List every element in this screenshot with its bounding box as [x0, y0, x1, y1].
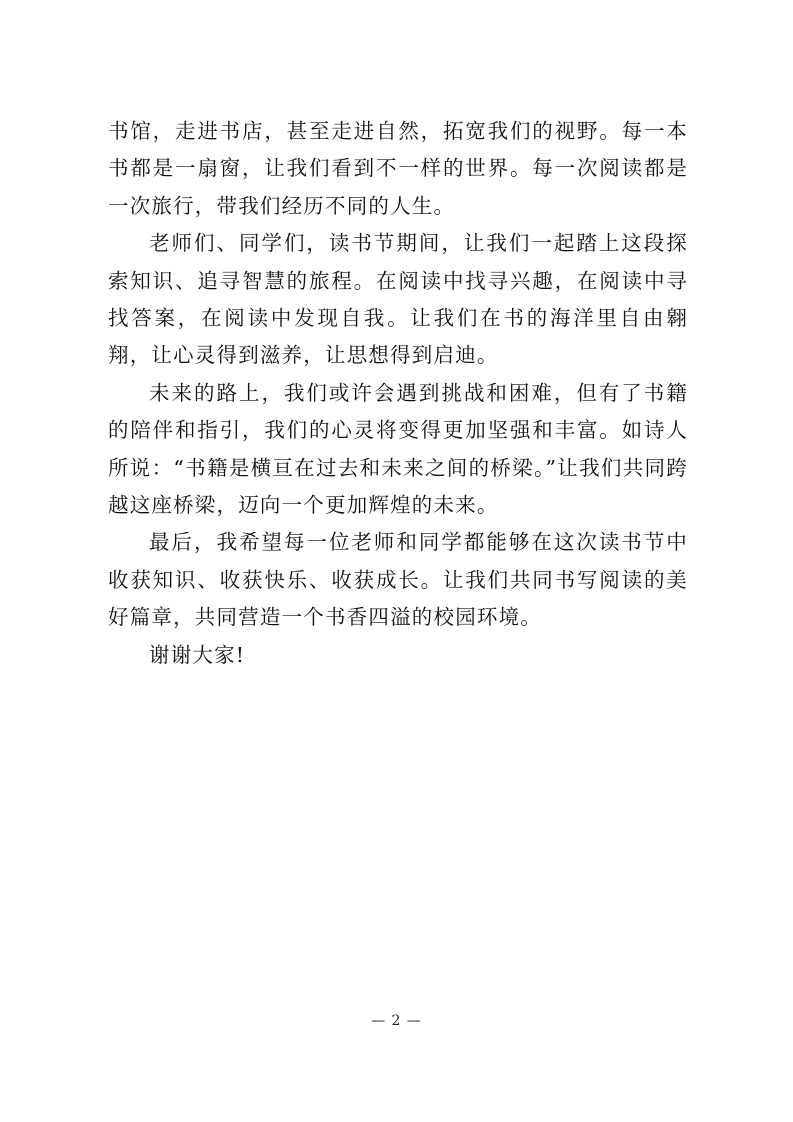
paragraph-closing-wish: 最后，我希望每一位老师和同学都能够在这次读书节中收获知识、收获快乐、收获成长。让我们共同书写阅读的美好篇章，共同营造一个书香四溢的校园环境。	[108, 530, 688, 630]
paragraph-thanks: 谢谢大家!	[149, 642, 246, 667]
document-body	[108, 113, 688, 674]
paragraph-future: 未来的路上，我们或许会遇到挑战和困难，但有了书籍的陪伴和指引，我们的心灵将变得更加坚强和丰富。如诗人所说：“书籍是横亘在过去和未来之间的桥梁。”让我们共同跨越这座桥梁，迈向一个更加辉煌的未来。	[108, 380, 688, 518]
page-number: — 2 —	[371, 1013, 422, 1029]
paragraph-continued: 书馆，走进书店，甚至走进自然，拓宽我们的视野。每一本书都是一扇窗，让我们看到不一样的世界。每一次阅读都是一次旅行，带我们经历不同的人生。	[108, 119, 688, 218]
paragraph-reading-festival: 老师们、同学们，读书节期间，让我们一起踏上这段探索知识、追寻智慧的旅程。在阅读中找寻兴趣，在阅读中寻找答案，在阅读中发现自我。让我们在书的海洋里自由翱翔，让心灵得到滋养，让思想得到启迪。	[108, 231, 688, 368]
